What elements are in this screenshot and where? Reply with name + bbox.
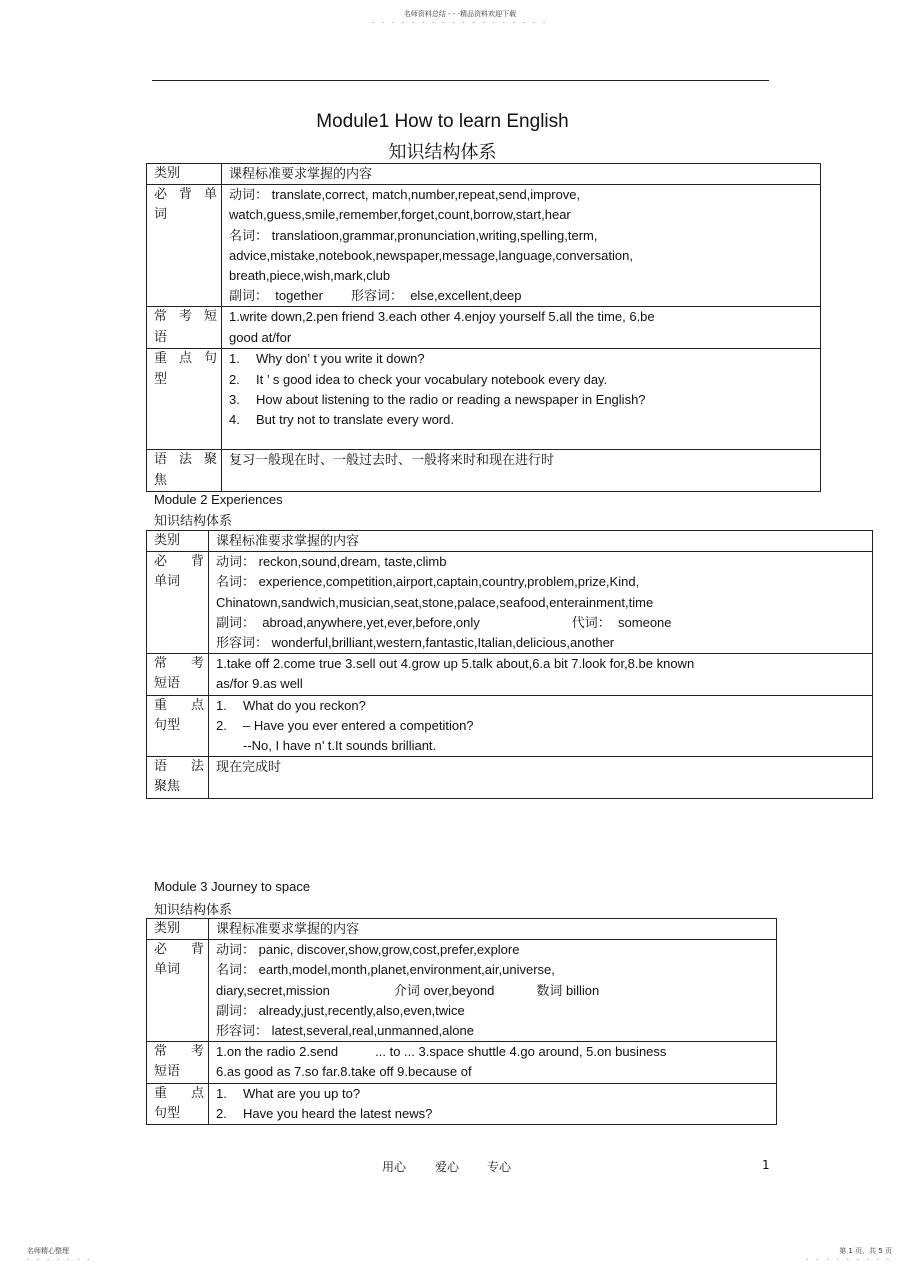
module2-words-line: Chinatown,sandwich,musician,seat,stone,palace,seafood,enterainment,time [216,594,654,610]
module1-words-category: 必 背 单 词 [147,185,222,307]
module2-phrases-line: 1.take off 2.come true 3.sell out 4.grow up 5.talk about,6.a bit 7.look for,8.be known [216,656,695,672]
module2-table [146,530,873,799]
module1-table [146,163,821,492]
module3-phrases-content [209,1042,777,1083]
header-rule [152,80,769,81]
module1-phrases-content [222,307,821,349]
module1-phrases-line: 1.write down,2.pen friend 3.each other 4.enjoy yourself 5.all the time, 6.be [229,309,655,325]
module2-header-content: 课程标准要求掌握的内容 [209,531,873,552]
module1-title: Module1 How to learn English [316,111,569,132]
module3-words-line: 动词： panic, discover,show,grow,cost,prefer,explore [216,942,520,958]
module2-subtitle: 知识结构体系 [154,514,233,529]
module1-phrases-category: 常 考 短 语 [147,307,222,349]
module2-sentences-content [209,695,873,757]
module3-words-category: 必 背 单词 [147,940,209,1042]
module3-sentence-item: 1. What are you up to? [216,1085,361,1101]
module1-words-line: 动词： translate,correct, match,number,repeat,send,improve, [229,187,581,203]
module3-header-content: 课程标准要求掌握的内容 [209,919,777,940]
module2-grammar-content [209,757,873,798]
module3-phrases-category: 常 考 短语 [147,1042,209,1083]
module3-words-line: 名词： earth,model,month,planet,environment,air,universe, [216,962,555,978]
module1-header-content: 课程标准要求掌握的内容 [222,164,821,185]
module2-words-line: 名词： experience,competition,airport,captain,country,problem,prize,Kind, [216,574,640,590]
module2-sentences-category: 重 点 句型 [147,695,209,757]
module2-phrases-line: as/for 9.as well [216,676,303,692]
module3-words-content [209,940,777,1042]
footer-page-indicator: 第 1 页，共 5 页 [839,1247,892,1255]
module1-sentence-item: 3. How about listening to the radio or reading a newspaper in English? [229,391,646,407]
module1-header-category: 类别 [147,164,222,185]
module1-words-line: breath,piece,wish,mark,club [229,268,391,284]
module3-header-category: 类别 [147,919,209,940]
module1-words-line: 名词： translatioon,grammar,pronunciation,writing,spelling,term, [229,227,598,243]
module1-words-line: watch,guess,smile,remember,forget,count,borrow,start,hear [229,207,571,223]
module2-title: Module 2 Experiences [154,492,283,507]
module2-phrases-category: 常 考 短语 [147,654,209,695]
module1-grammar-text: 复习一般现在时、一般过去时、一般将来时和现在进行时 [229,452,555,468]
footer-motto-1: 用心 [382,1160,407,1174]
module2-words-adverb-pronoun-line: 副词： abroad,anywhere,yet,ever,before,only 代词： someone [216,614,672,630]
module1-sentence-item: 1. Why don’ t you write it down? [229,351,425,367]
footer-motto-2: 爱心 [435,1160,460,1174]
module3-words-line: diary,secret,mission 介词 over,beyond 数词 billion [216,982,600,998]
module1-subtitle: 知识结构体系 [388,142,497,163]
module3-words-line: 形容词： latest,several,real,unmanned,alone [216,1023,474,1039]
module1-words-content [222,185,821,307]
module2-words-content [209,552,873,654]
module2-phrases-content [209,654,873,695]
module1-sentence-item: 2. It ’ s good idea to check your vocabulary notebook every day. [229,371,608,387]
module1-sentence-item: 4. But try not to translate every word. [229,412,454,428]
module1-words-line: advice,mistake,notebook,newspaper,message,language,conversation, [229,247,633,263]
footer-bottom-right-dots: - - - - - - - - - [806,1256,892,1263]
module2-sentence-reply: --No, I have n’ t.It sounds brilliant. [243,738,437,754]
module3-phrases-line: 1.on the radio 2.send ... to ... 3.space shuttle 4.go around, 5.on business [216,1044,667,1060]
module2-grammar-category: 语 法 聚焦 [147,757,209,798]
module2-sentence-item: 2. – Have you ever entered a competition? [216,717,474,733]
module1-sentences-content [222,349,821,450]
module3-sentences-content [209,1083,777,1124]
module1-words-adverb-adj-line: 副词： together 形容词： else,excellent,deep [229,288,522,304]
module3-sentence-item: 2. Have you heard the latest news? [216,1105,433,1121]
module2-words-line: 动词： reckon,sound,dream, taste,climb [216,554,447,570]
module2-sentence-item: 1. What do you reckon? [216,697,366,713]
module2-header-category: 类别 [147,531,209,552]
module2-grammar-text: 现在完成时 [216,759,282,775]
module1-grammar-category: 语 法 聚 焦 [147,450,222,491]
module3-phrases-line: 6.as good as 7.so far.8.take off 9.because of [216,1064,472,1080]
header-dots: - - - - - - - - - - - - - - - - - - [371,19,549,26]
module3-words-line: 副词： already,just,recently,also,even,twice [216,1002,465,1018]
footer-bottom-left: 名师精心整理 [27,1247,69,1255]
footer-page-number: 1 [762,1158,770,1172]
module1-sentences-category: 重 点 句 型 [147,349,222,450]
footer-motto-3: 专心 [487,1160,512,1174]
module2-words-line: 形容词： wonderful,brilliant,western,fantastic,Italian,delicious,another [216,635,615,651]
module1-grammar-content [222,450,821,491]
module3-table [146,918,777,1125]
header-text: 名师资料总结 - - -精品资料欢迎下载 [403,10,517,18]
module3-sentences-category: 重 点 句型 [147,1083,209,1124]
module1-phrases-line: good at/for [229,329,292,345]
module2-words-category: 必 背 单词 [147,552,209,654]
module3-subtitle: 知识结构体系 [154,903,233,918]
module3-title: Module 3 Journey to space [154,879,311,894]
footer-bottom-left-dots: - - - - - - - [27,1256,93,1263]
